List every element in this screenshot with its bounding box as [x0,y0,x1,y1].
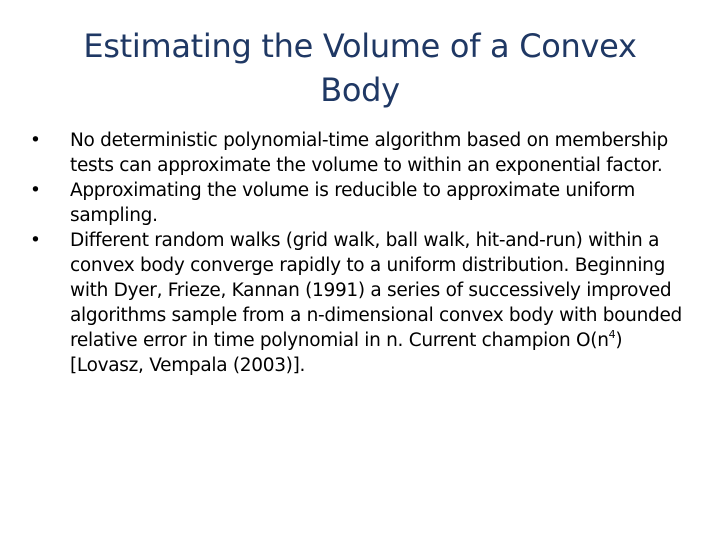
bullet-text-after-exponent: ) [Lovasz, Vempala (2003)]. [70,330,623,376]
bullet-icon: • [30,130,41,151]
bullet-item [24,128,684,178]
slide-title-line-1: Estimating the Volume of a Convex [83,27,637,65]
bullet-icon: • [30,180,41,201]
bullet-list [24,128,684,378]
slide-title-line-2: Body [320,71,400,109]
bullet-item [24,228,684,378]
exponent: 4 [608,328,616,341]
bullet-text: Approximating the volume is reducible to approximate uniform sampling. [70,180,636,226]
bullet-text: No deterministic polynomial-time algorithm based on membership tests can approximate the volume to within an exponential factor. [70,130,668,176]
bullet-text-before-exponent: Different random walks (grid walk, ball walk, hit-and-run) within a convex body converge rapidly to a uniform distribution. Beginning with Dyer, Frieze, Kannan (1991) a series of successively improved algorithms sample from a n-dimensional convex body with bounded relative error in time polynomial in n. Current champion O(n [70,230,682,351]
bullet-icon: • [30,230,41,251]
bullet-text [70,230,682,376]
bullet-item [24,178,684,228]
slide-title [40,24,680,112]
